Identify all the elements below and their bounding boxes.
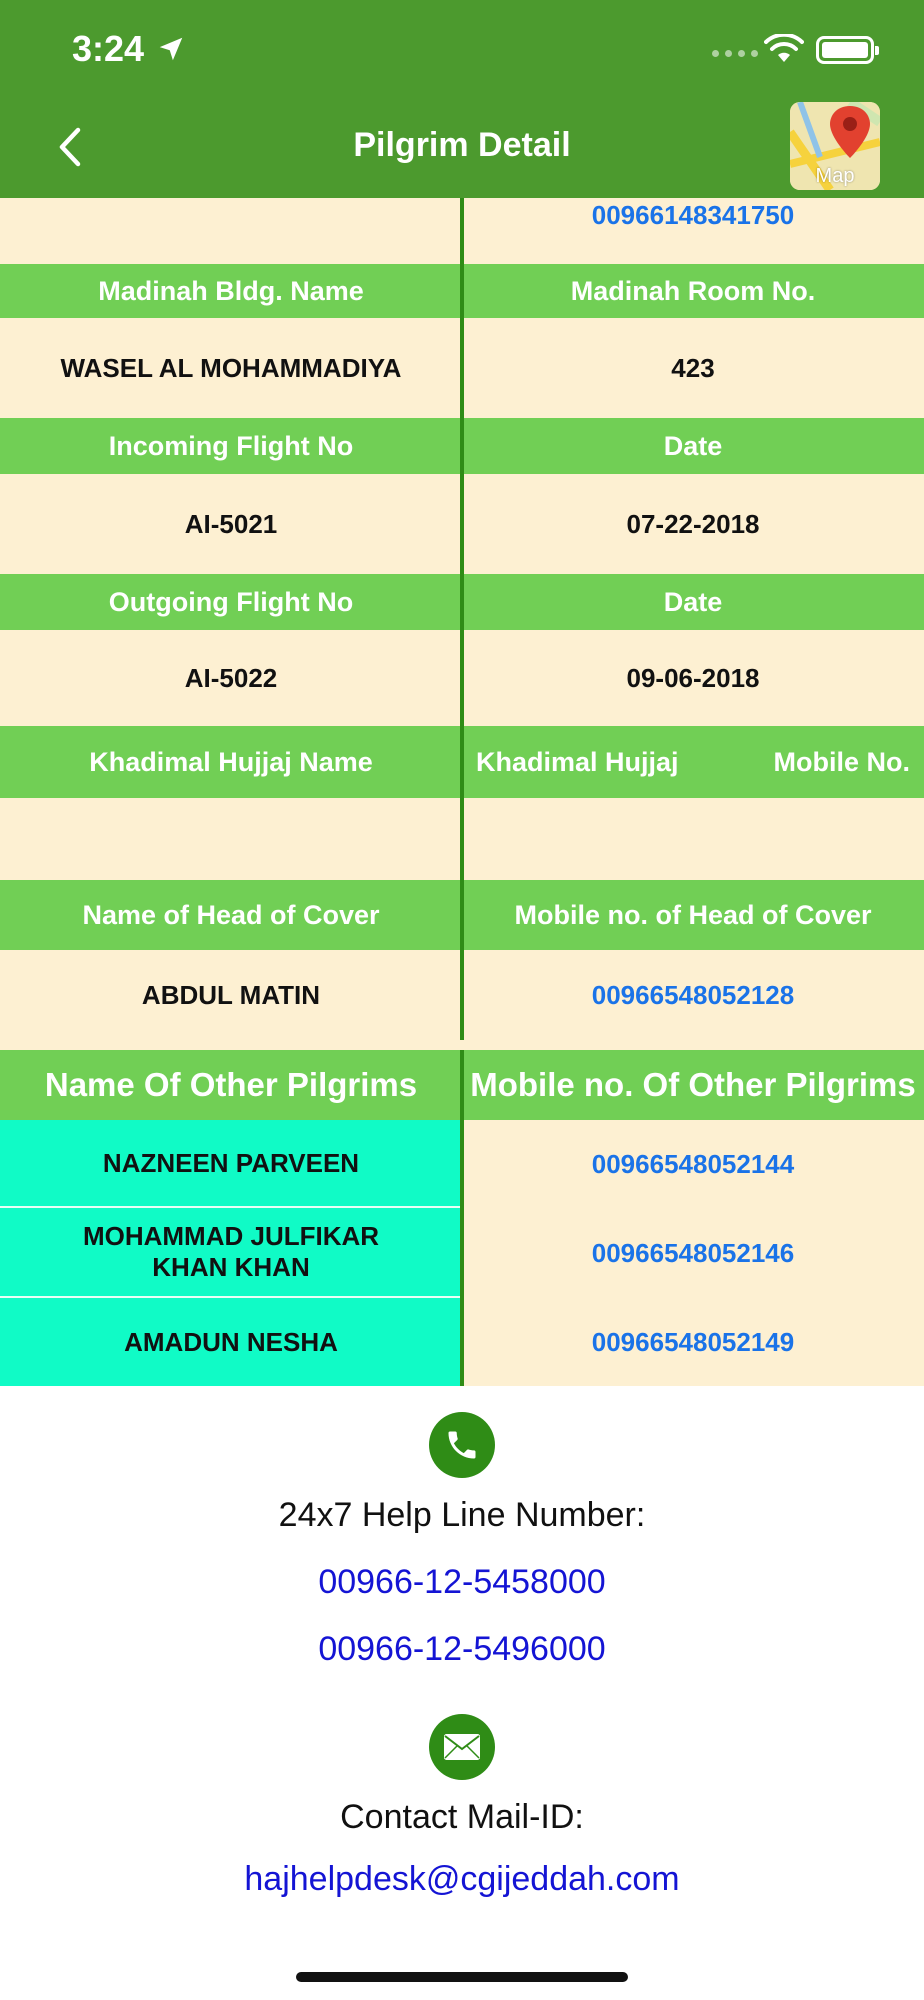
table-spacer: [0, 1040, 924, 1050]
phone-icon: [444, 1427, 480, 1463]
header-incoming-flight: Incoming Flight No: [0, 418, 462, 474]
value-madinah-bldg: WASEL AL MOHAMMADIYA: [0, 318, 462, 418]
email-link[interactable]: hajhelpdesk@cgijeddah.com: [244, 1860, 680, 1898]
header-khadimal-name: Khadimal Hujjaj Name: [0, 726, 462, 798]
other-pilgrim-name: [0, 1208, 462, 1298]
phone-link[interactable]: 00966548052149: [591, 1326, 795, 1357]
value-outgoing-date: 09-06-2018: [462, 630, 924, 726]
spacer: [0, 1040, 924, 1050]
other-pilgrim-mobile[interactable]: [462, 1120, 924, 1208]
helpline-phone-2-wrap: [0, 1630, 924, 1669]
header-head-of-cover: Name of Head of Cover: [0, 880, 462, 950]
other-pilgrim-name: NAZNEEN PARVEEN: [0, 1120, 462, 1208]
helpline-phone-2[interactable]: 00966-12-5496000: [318, 1630, 606, 1668]
table-cell-phone[interactable]: [462, 198, 924, 264]
column-divider: [460, 1050, 464, 1386]
header-khadimal-mobile: [462, 726, 924, 798]
table-cell-empty: [0, 198, 462, 264]
header-madinah-room: Madinah Room No.: [462, 264, 924, 318]
battery-icon: [816, 36, 874, 64]
column-divider: [460, 198, 464, 1040]
status-time: 3:24: [72, 28, 145, 69]
top-bar: [0, 0, 924, 198]
map-label: Map: [815, 165, 855, 187]
header-khadimal-mobile-part2: Mobile No.: [773, 746, 910, 777]
other-pilgrim-mobile[interactable]: [462, 1208, 924, 1298]
value-outgoing-flight: AI-5022: [0, 630, 462, 726]
phone-link[interactable]: 00966548052144: [591, 1148, 795, 1179]
page-title: Pilgrim Detail: [353, 126, 571, 164]
phone-link[interactable]: 00966548052128: [591, 979, 795, 1010]
value-madinah-room: 423: [462, 318, 924, 418]
value-incoming-flight: AI-5021: [0, 474, 462, 574]
header-other-pilgrims: Name Of Other Pilgrims: [0, 1050, 462, 1120]
helpline-label: 24x7 Help Line Number:: [278, 1496, 646, 1534]
header-madinah-bldg: Madinah Bldg. Name: [0, 264, 462, 318]
value-incoming-date: 07-22-2018: [462, 474, 924, 574]
wifi-icon: [764, 34, 804, 64]
header-khadimal-mobile-part1: Khadimal Hujjaj: [476, 746, 679, 777]
other-pilgrim-name: AMADUN NESHA: [0, 1298, 462, 1386]
helpline-phone-1-wrap: [0, 1563, 924, 1602]
value-khadimal-mobile: [462, 798, 924, 880]
value-head-of-cover: ABDUL MATIN: [0, 950, 462, 1040]
header-outgoing-date: Date: [462, 574, 924, 630]
other-pilgrim-mobile[interactable]: [462, 1298, 924, 1386]
email-wrap: [0, 1860, 924, 1899]
mail-label: Contact Mail-ID:: [340, 1798, 584, 1836]
cellular-signal-icon: [712, 50, 758, 57]
other-pilgrim-name-line1: MOHAMMAD JULFIKAR: [82, 1221, 380, 1251]
phone-link[interactable]: 00966548052146: [591, 1237, 795, 1268]
value-khadimal-name: [0, 798, 462, 880]
email-button[interactable]: [429, 1714, 495, 1780]
other-pilgrim-name-line2: KHAN KHAN: [152, 1252, 310, 1282]
location-arrow-icon: [156, 34, 186, 64]
home-indicator[interactable]: [296, 1972, 628, 1982]
phone-link[interactable]: 00966148341750: [591, 200, 795, 230]
header-incoming-date: Date: [462, 418, 924, 474]
header-head-of-cover-mobile: Mobile no. of Head of Cover: [462, 880, 924, 950]
envelope-icon: [443, 1733, 481, 1761]
map-button[interactable]: [790, 102, 880, 190]
phone-button[interactable]: [429, 1412, 495, 1478]
value-head-of-cover-mobile[interactable]: [462, 950, 924, 1040]
header-other-pilgrims-mobile: Mobile no. Of Other Pilgrims: [462, 1050, 924, 1120]
header-outgoing-flight: Outgoing Flight No: [0, 574, 462, 630]
helpline-phone-1[interactable]: 00966-12-5458000: [318, 1563, 606, 1601]
